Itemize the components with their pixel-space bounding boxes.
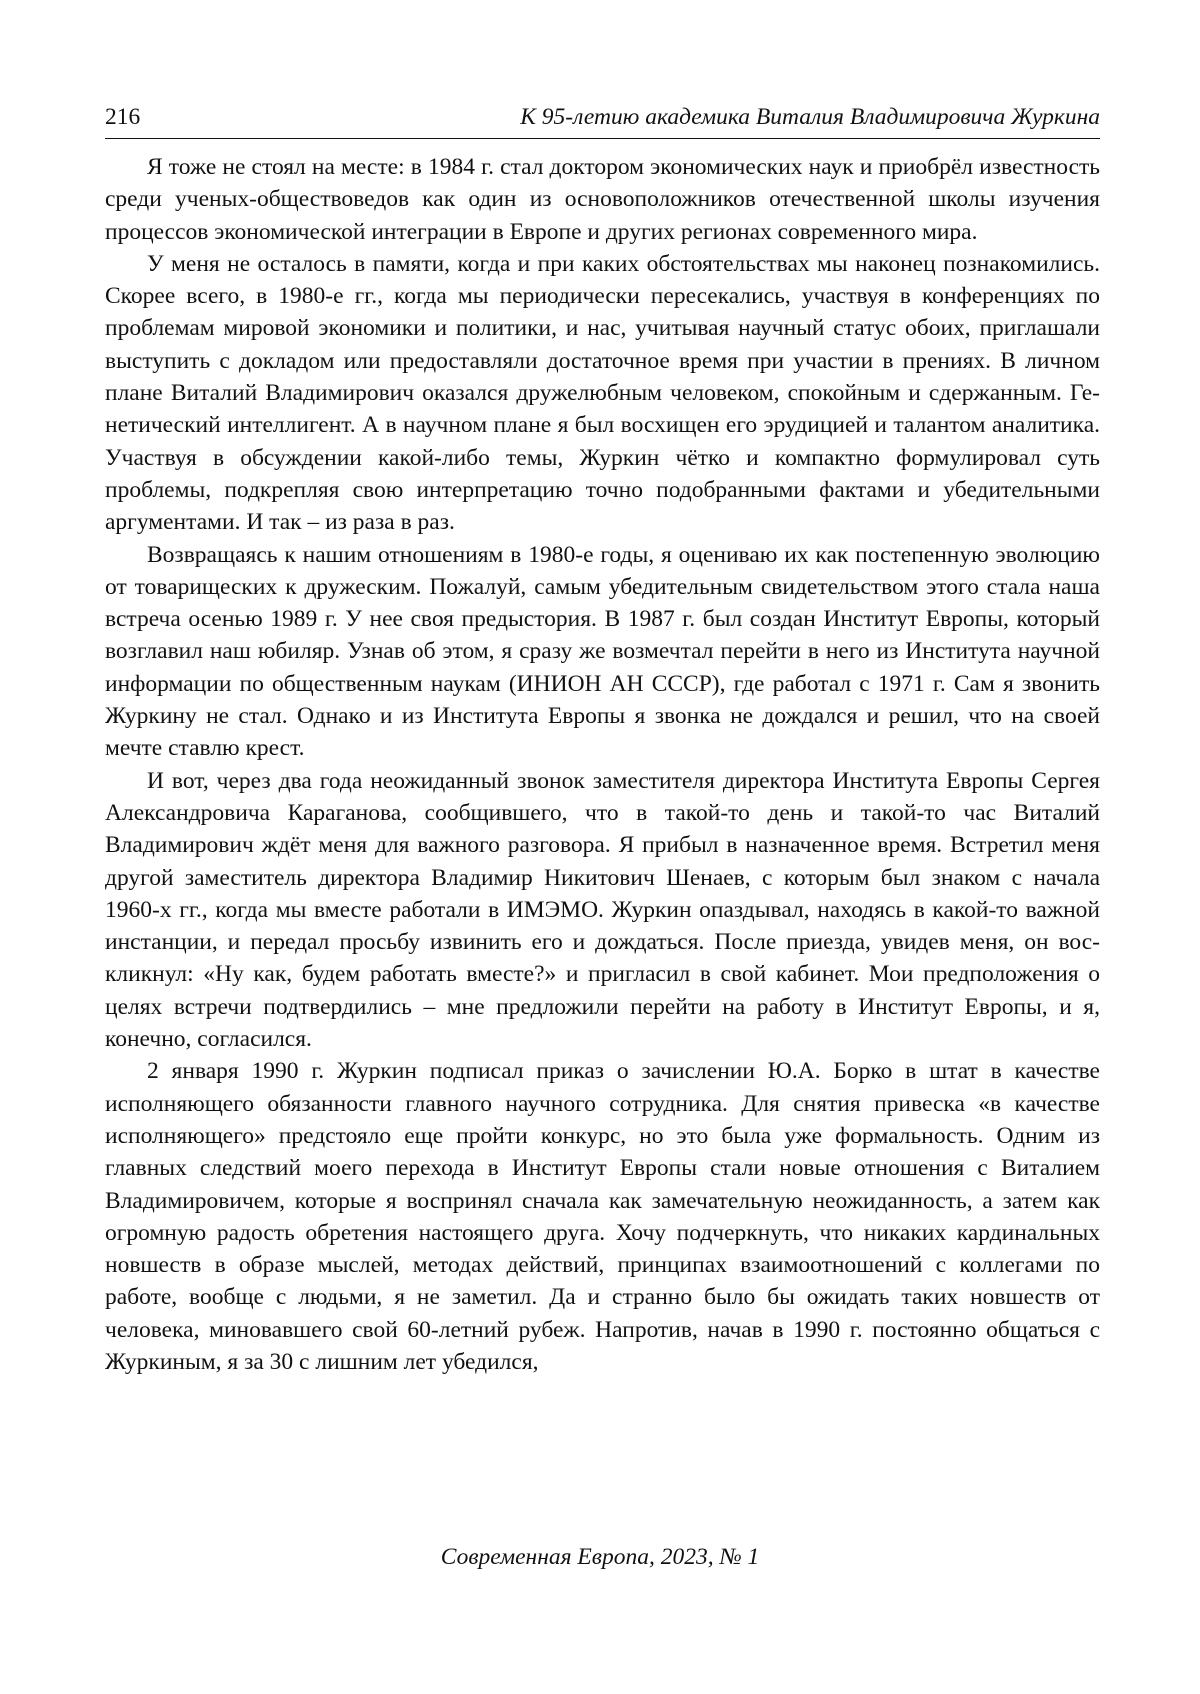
page-footer bbox=[0, 1541, 1200, 1573]
page-header bbox=[105, 100, 1100, 139]
page-number: 216 bbox=[105, 104, 141, 130]
document-page bbox=[105, 100, 1100, 1378]
paragraph: У меня не осталось в памяти, когда и при каких обстоятельствах мы наконец познакомились. Скорее всего, в 1980-е гг., когда мы периодически пересекались, участвуя в конференциях по проблемам мировой экономики и политики, и нас, учитывая научный статус обоих, приглашали выступить с докладом или предоставляли достаточное время при участии в прениях. В личном плане Виталий Владимирович оказался дружелюбным человеком, спокойным и сдержанным. Генетический интеллигент. А в научном плане я был восхищен его эрудицией и талантом аналитика. Участвуя в обсуждении какой-либо темы, Журкин чётко и компактно формулировал суть проблемы, подкрепляя свою интерпретацию точно подобранными фактами и убедительными аргументами. И так – из раза в раз. bbox=[105, 250, 1100, 536]
article-body bbox=[105, 151, 1100, 1378]
journal-citation: Современная Европа, 2023, № 1 bbox=[440, 1544, 760, 1570]
running-title: К 95-летию академика Виталия Владимировича Журкина bbox=[520, 104, 1100, 130]
paragraph: 2 января 1990 г. Журкин подписал приказ о зачислении Ю.А. Борко в штат в качестве исполняющего обязанности главного научного сотрудника. Для снятия привеска «в качестве исполняющего» предстояло еще пройти конкурс, но это была уже формальность. Одним из главных следствий моего перехода в Институт Европы стали новые отношения с Виталием Владимировичем, которые я воспринял сначала как замечательную неожиданность, а затем как огромную радость обретения настоящего друга. Хочу подчеркнуть, что никаких кардинальных новшеств в образе мыслей, методах действий, принципах взаимоотношений с коллегами по работе, вообще с людьми, я не заметил. Да и странно было бы ожидать таких новшеств от человека, миновавшего свой 60-летний рубеж. Напротив, начав в 1990 г. постоянно общаться с Журкиным, я за 30 с лишним лет убедился, bbox=[105, 1058, 1100, 1375]
paragraph: Я тоже не стоял на месте: в 1984 г. стал доктором экономических наук и приобрёл известность среди ученых-обществоведов как один из основоположников отечественной школы изучения процессов экономической интеграции в Европе и других регионах современного мира. bbox=[105, 154, 1100, 245]
paragraph: Возвращаясь к нашим отношениям в 1980-е годы, я оцениваю их как постепенную эволюцию от товарищеских к дружеским. Пожалуй, самым убедительным свидетельством этого стала наша встреча осенью 1989 г. У нее своя предыстория. В 1987 г. был создан Институт Европы, который возглавил наш юбиляр. Узнав об этом, я сразу же возмечтал перейти в него из Института научной информации по общественным наукам (ИНИОН АН СССР), где работал с 1971 г. Сам я звонить Журкину не стал. Однако и из Института Европы я звонка не дождался и решил, что на своей мечте ставлю крест. bbox=[105, 541, 1100, 762]
paragraph: И вот, через два года неожиданный звонок заместителя директора Института Европы Сергея Александровича Караганова, сообщившего, что в такой-то день и такой-то час Виталий Владимирович ждёт меня для важного разговора. Я прибыл в назначенное время. Встретил меня другой заместитель директора Владимир Никитович Шенаев, с которым был знаком с начала 1960-х гг., когда мы вместе работали в ИМЭМО. Журкин опаздывал, находясь в какой-то важной инстанции, и передал просьбу извинить его и дождаться. После приезда, увидев меня, он воскликнул: «Ну как, будем работать вместе?» и пригласил в свой кабинет. Мои предположения о целях встречи подтвердились – мне предложили перейти на работу в Институт Европы, и я, конечно, согласился. bbox=[105, 767, 1100, 1053]
